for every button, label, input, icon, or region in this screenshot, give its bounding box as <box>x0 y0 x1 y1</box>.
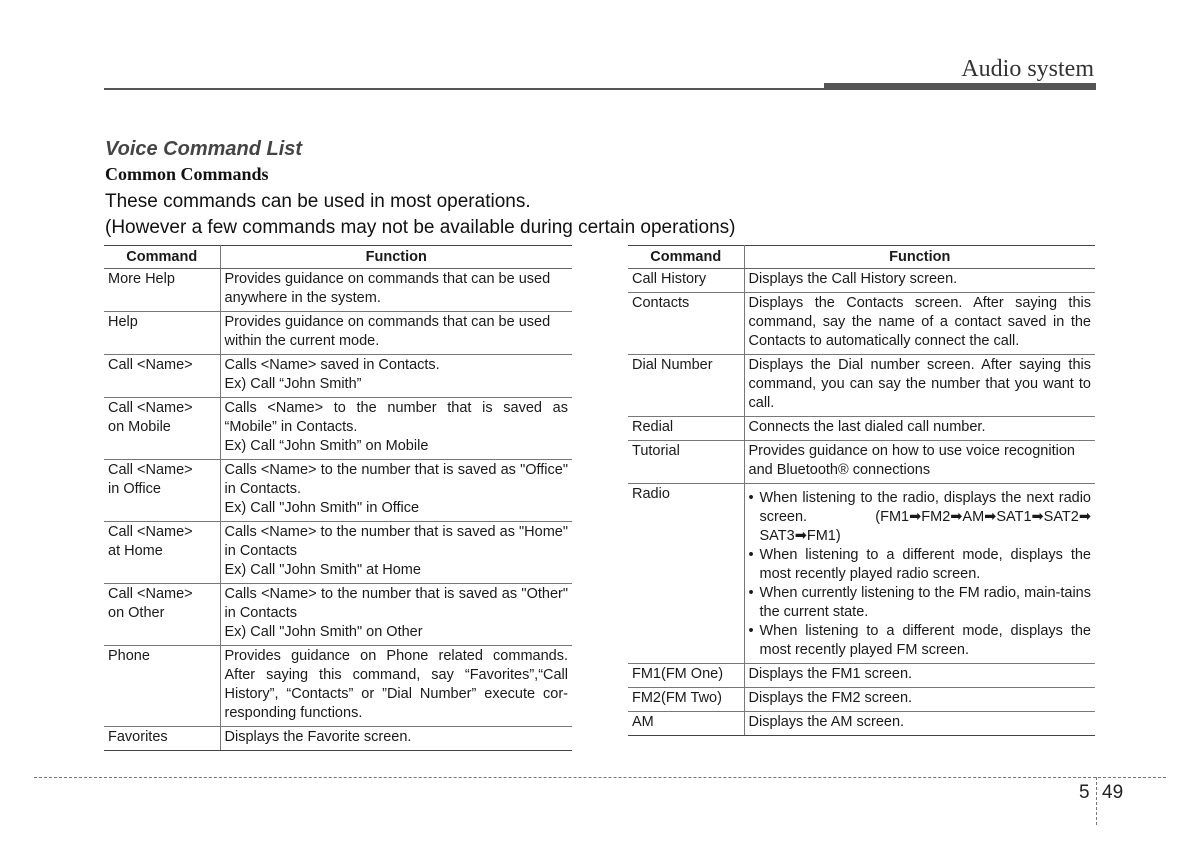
table-row <box>104 398 572 460</box>
table-row <box>628 417 1095 441</box>
command-cell: Favorites <box>104 727 220 751</box>
function-cell: Provides guidance on how to use voice recognition and Bluetooth® connections <box>744 441 1095 484</box>
sub-heading: Common Commands <box>105 164 269 184</box>
command-cell: Phone <box>104 646 220 727</box>
column-header-function: Function <box>744 246 1095 269</box>
table-row <box>104 727 572 751</box>
table-row <box>104 584 572 646</box>
function-cell: Displays the Contacts screen. After saying this command, say the name of a contact saved in the Contacts to automatically connect the call. <box>744 293 1095 355</box>
function-cell: Provides guidance on Phone related commands. After saying this command, say “Favorites”,“Call History”, “Contacts” or ”Dial Number” execute cor-responding functions. <box>220 646 572 727</box>
intro-text-1: These commands can be used in most operations. <box>105 191 531 212</box>
column-header-function: Function <box>220 246 572 269</box>
command-cell: Redial <box>628 417 744 441</box>
bullet-item: • When listening to a different mode, displays the most recently played FM screen. <box>749 622 1092 660</box>
table-row <box>628 712 1095 736</box>
function-cell: Displays the AM screen. <box>744 712 1095 736</box>
function-cell: Connects the last dialed call number. <box>744 417 1095 441</box>
command-cell: Call <Name> on Mobile <box>104 398 220 460</box>
table-header-row <box>104 246 572 269</box>
command-cell: Call <Name> <box>104 355 220 398</box>
footer-dashed-rule <box>34 777 1166 778</box>
command-cell: Contacts <box>628 293 744 355</box>
command-cell: More Help <box>104 269 220 312</box>
table-row <box>104 646 572 727</box>
command-cell: Call <Name> at Home <box>104 522 220 584</box>
function-cell: Calls <Name> to the number that is saved as "Home" in Contacts Ex) Call "John Smith" at Home <box>220 522 572 584</box>
section-heading: Voice Command List <box>105 138 303 160</box>
function-cell: Displays the Dial number screen. After saying this command, you can say the number that you want to call. <box>744 355 1095 417</box>
header-rule-accent <box>824 83 1096 90</box>
header-rule <box>104 88 824 90</box>
bullet-item: • When listening to a different mode, displays the most recently played radio screen. <box>749 546 1092 584</box>
bullet-item: • When currently listening to the FM radio, main-tains the current state. <box>749 584 1092 622</box>
command-cell: FM2(FM Two) <box>628 688 744 712</box>
function-cell: Provides guidance on commands that can be used within the current mode. <box>220 312 572 355</box>
command-cell: FM1(FM One) <box>628 664 744 688</box>
function-cell: Displays the FM2 screen. <box>744 688 1095 712</box>
function-cell: Displays the FM1 screen. <box>744 664 1095 688</box>
column-header-command: Command <box>104 246 220 269</box>
table-row <box>628 484 1095 664</box>
function-cell: Calls <Name> saved in Contacts. Ex) Call “John Smith” <box>220 355 572 398</box>
function-cell: Calls <Name> to the number that is saved as "Other" in Contacts Ex) Call "John Smith" on Other <box>220 584 572 646</box>
table-row <box>104 460 572 522</box>
table-header-row <box>628 246 1095 269</box>
left-command-table <box>104 245 572 751</box>
page-header-title: Audio system <box>961 56 1094 82</box>
table-row <box>104 522 572 584</box>
function-cell: Calls <Name> to the number that is saved as “Mobile” in Contacts. Ex) Call “John Smith” on Mobile <box>220 398 572 460</box>
table-row <box>628 688 1095 712</box>
column-header-command: Command <box>628 246 744 269</box>
right-command-table <box>628 245 1095 736</box>
function-cell: Provides guidance on commands that can be used anywhere in the system. <box>220 269 572 312</box>
intro-text-2: (However a few commands may not be available during certain operations) <box>105 217 736 238</box>
command-cell: Call <Name> in Office <box>104 460 220 522</box>
table-row <box>628 664 1095 688</box>
bullet-list <box>749 489 1092 660</box>
command-cell: Help <box>104 312 220 355</box>
command-cell: Call History <box>628 269 744 293</box>
function-cell: Calls <Name> to the number that is saved as "Office" in Contacts. Ex) Call "John Smith" in Office <box>220 460 572 522</box>
page-number: 49 <box>1102 782 1124 803</box>
table-row <box>104 355 572 398</box>
table-row <box>628 441 1095 484</box>
table-row <box>104 312 572 355</box>
command-cell: Dial Number <box>628 355 744 417</box>
function-cell: Displays the Call History screen. <box>744 269 1095 293</box>
command-cell: Call <Name> on Other <box>104 584 220 646</box>
command-cell: Radio <box>628 484 744 664</box>
command-cell: AM <box>628 712 744 736</box>
bullet-item: • When listening to the radio, displays the next radio screen. (FM1➡FM2➡AM➡SAT1➡SAT2➡ SAT3➡FM1) <box>749 489 1092 546</box>
table-row <box>628 293 1095 355</box>
function-cell <box>744 484 1095 664</box>
command-cell: Tutorial <box>628 441 744 484</box>
chapter-number: 5 <box>1079 782 1090 803</box>
table-row <box>628 355 1095 417</box>
footer-dashed-divider <box>1096 777 1097 825</box>
table-row <box>628 269 1095 293</box>
function-cell: Displays the Favorite screen. <box>220 727 572 751</box>
table-row <box>104 269 572 312</box>
